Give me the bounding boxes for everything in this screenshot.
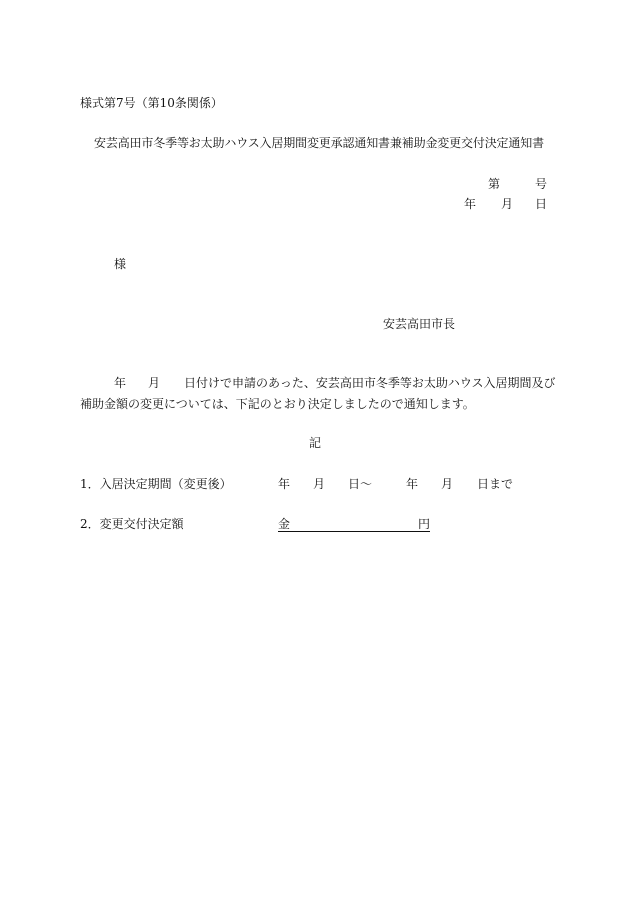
date-day: 日 [535,197,548,211]
to-day: 日まで [477,477,514,491]
doc-number-dai: 第 [488,177,501,191]
body-month: 月 [148,376,161,390]
item-amount-label: 2．変更交付決定額 [80,517,184,531]
doc-number-go: 号 [535,177,548,191]
amount-underline [278,517,430,532]
body-year: 年 [114,376,127,390]
from-month: 月 [313,477,326,491]
body-line1: 日付けで申請のあった、安芸高田市冬季等お太助ハウス入居期間及び [184,376,556,390]
from-year: 年 [278,477,291,491]
document-title: 安芸高田市冬季等お太助ハウス入居期間変更承認通知書兼補助金変更交付決定通知書 [94,136,544,150]
to-month: 月 [441,477,454,491]
issuer: 安芸高田市長 [383,317,456,331]
date-year: 年 [464,197,477,211]
amount-suffix: 円 [417,517,430,531]
date-month: 月 [501,197,514,211]
form-number: 様式第7号（第10条関係） [80,96,223,110]
ki-heading: 記 [309,436,322,450]
amount-prefix: 金 [278,517,291,531]
from-day: 日～ [348,477,373,491]
addressee-suffix: 様 [114,257,127,271]
body-line2: 補助金額の変更については、下記のとおり決定しましたので通知します。 [80,397,475,411]
item-period-label: 1．入居決定期間（変更後） [80,477,232,491]
to-year: 年 [406,477,419,491]
